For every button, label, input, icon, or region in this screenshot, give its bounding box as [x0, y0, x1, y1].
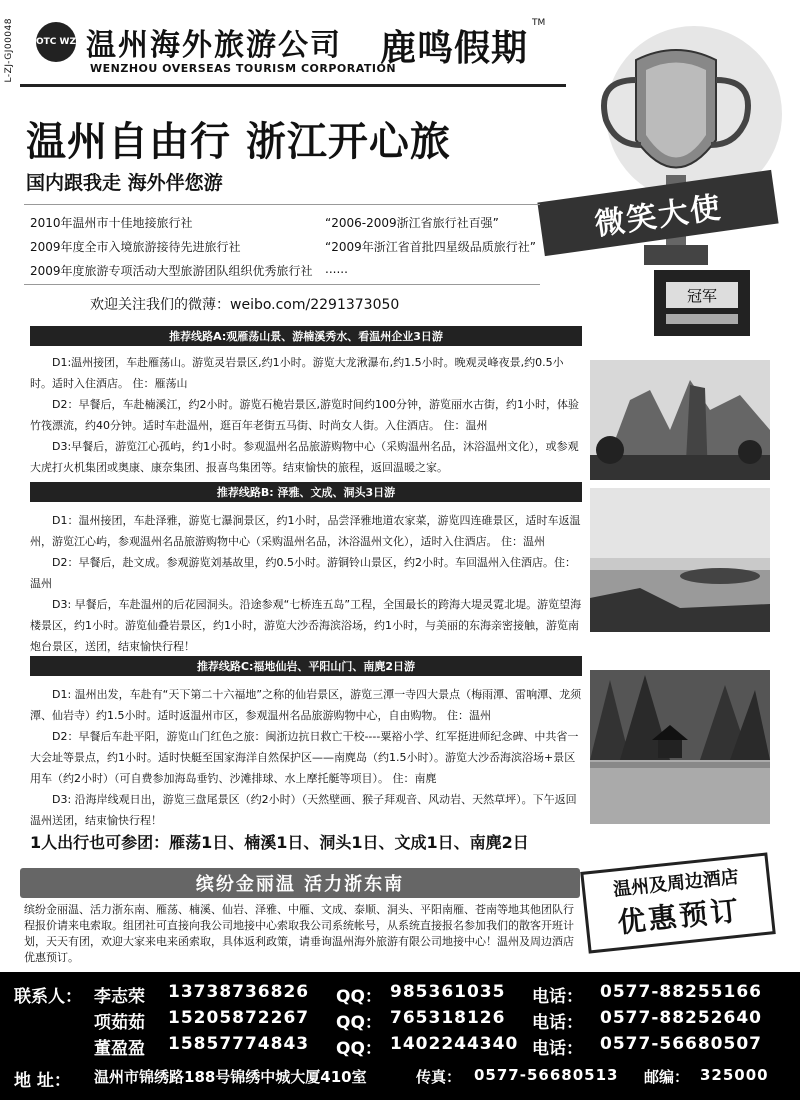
route-day: D2：早餐后，赴文成。参观游览刘基故里，约0.5小时。游铜铃山景区，约2小时。车回温州入住酒店。住：温州	[30, 556, 576, 590]
route-day: D1: 温州出发，车赴有“天下第二十六福地”之称的仙岩景区，游览三潭一寺四大景点（梅雨潭、雷响潭、龙须潭、仙岩寺）约1.5小时。适时返温州市区，参观温州名品旅游购物中心，自由购物。 住：温州	[30, 688, 582, 722]
honor-item: 2009年度全市入境旅游接待先进旅行社	[30, 240, 241, 254]
company-logo: OTC WZ	[36, 22, 76, 62]
weibo-link[interactable]: 欢迎关注我们的微薄：weibo.com/2291373050	[90, 297, 400, 313]
route-b-itinerary	[30, 510, 582, 657]
divider	[24, 204, 540, 205]
route-day: D3: 沿海岸线观日出，游览三盘尾景区（约2小时）（天然壁画、猴子拜观音、风动岩、天然草坪）。下午返回温州送团，结束愉快行程！	[30, 793, 577, 827]
route-day: D2：早餐后，车赴楠溪江，约2小时。游览石桅岩景区,游览时间约100分钟，游览丽水古街，约1小时，体验竹筏漂流，约40分钟。适时车赴温州，逛百年老街五马街、时尚女人街。入住酒店。 住：温州	[30, 398, 579, 432]
contact-name: 李志荣	[94, 987, 145, 1007]
contact-mobile[interactable]: 15857774843	[168, 1034, 310, 1054]
brand-name: 鹿鸣假期	[380, 27, 529, 69]
trademark-mark: TM	[532, 18, 546, 28]
qq-label: QQ：	[336, 1039, 382, 1059]
route-day: D2：早餐后车赴平阳，游览山门红色之旅：闽浙边抗日救亡干校----粟裕小学、红军挺进师纪念碑、中共省一大会址等景点，约1小时。适时快艇至国家海洋自然保护区——南麂岛（约1.5小时）。游览大沙岙海滨浴场+景区用车（约2小时）（可自费参加海岛垂钓、沙滩排球、水上摩托艇等项目）。 住：南麂	[30, 730, 579, 785]
hotel-badge-line1: 温州及周边酒店	[612, 866, 740, 901]
contact-qq[interactable]: 765318126	[390, 1008, 506, 1028]
page-title: 温州自由行 浙江开心旅	[26, 119, 451, 165]
section-banner: 缤纷金丽温 活力浙东南	[20, 868, 580, 898]
license-code: L-ZJ-GJ00048	[4, 18, 14, 83]
contact-qq[interactable]: 1402244340	[390, 1034, 519, 1054]
qq-label: QQ：	[336, 987, 382, 1007]
honor-item: ......	[325, 262, 348, 276]
smile-ambassador-badge: 微笑大使	[537, 170, 778, 256]
route-c-title: 推荐线路C:福地仙岩、平阳山门、南麂2日游	[30, 656, 582, 676]
route-day: D3:早餐后，游览江心孤屿，约1小时。参观温州名品旅游购物中心（采购温州名品，沐浴温州文化），或参观大虎打火机集团或奥康、康奈集团、报喜鸟集团等。结束愉快的旅程，返回温暖之家。	[30, 440, 579, 474]
fax-label: 传真：	[416, 1068, 462, 1086]
contact-footer	[0, 972, 800, 1100]
honor-item: 2010年温州市十佳地接旅行社	[30, 216, 193, 230]
mountain-photo	[590, 360, 770, 480]
contact-name: 董盈盈	[94, 1039, 145, 1059]
fax-number[interactable]: 0577-56680513	[474, 1066, 619, 1084]
address-label: 地 址：	[14, 1071, 71, 1091]
header-divider	[20, 84, 580, 87]
divider	[24, 284, 540, 285]
address-text: 温州市锦绣路188号锦绣中城大厦410室	[94, 1068, 367, 1086]
zip-label: 邮编：	[644, 1068, 690, 1086]
honor-item: “2006-2009浙江省旅行社百强”	[325, 216, 499, 230]
hotel-badge-line2: 优惠预订	[616, 893, 743, 940]
route-a-itinerary	[30, 352, 582, 478]
route-b-title: 推荐线路B: 泽雅、文成、洞头3日游	[30, 482, 582, 502]
zip-code: 325000	[700, 1066, 769, 1084]
route-a-title: 推荐线路A:观雁荡山景、游楠溪秀水、看温州企业3日游	[30, 326, 582, 346]
route-day: D3: 早餐后，车赴温州的后花园洞头。沿途参观“七桥连五岛”工程，全国最长的跨海大堤灵霓北堤。游览望海楼景区，约1小时。游览仙叠岩景区，约1小时，游览大沙岙海滨浴场，约1小时，与美丽的东海亲密接触，游览南炮台景区，送团，结束愉快行程！	[30, 598, 582, 653]
company-name-en: WENZHOU OVERSEAS TOURISM CORPORATION	[90, 62, 397, 75]
contact-mobile[interactable]: 15205872267	[168, 1008, 310, 1028]
hotel-booking-badge	[580, 852, 776, 953]
honor-item: “2009年浙江省首批四星级品质旅行社”	[325, 240, 536, 254]
contact-name: 项茹茹	[94, 1013, 145, 1033]
contact-mobile[interactable]: 13738736826	[168, 982, 310, 1002]
intro-paragraph: 缤纷金丽温、活力浙东南、雁荡、楠溪、仙岩、泽雅、中雁、文成、泰顺、洞头、平阳南雁、苍南等地其他团队行程报价请来电索取。组团社可直接向我公司地接中心索取我公司系统帐号，从系统直接报名参加我们的散客开班计划，天天有团，欢迎大家来电来函索取，具体返利政策，请垂询温州海外旅游有限公司地接中心！温州及周边酒店优惠预订。	[24, 903, 574, 964]
route-c-itinerary	[30, 684, 582, 831]
contact-qq[interactable]: 985361035	[390, 982, 506, 1002]
honor-item: 2009年度旅游专项活动大型旅游团队组织优秀旅行社	[30, 264, 313, 278]
route-day: D1：温州接团，车赴泽雅，游览七瀑涧景区，约1小时，品尝泽雅地道农家菜，游览四连碓景区，适时车返温州，游览江心屿，参观温州名品旅游购物中心（采购温州名品，沐浴温州文化），适时入住酒店。 住：温州	[30, 514, 581, 548]
page-subtitle: 国内跟我走 海外伴您游	[26, 172, 223, 194]
phone-label: 电话：	[532, 1039, 583, 1059]
solo-traveler-notice: 1人出行也可参团：雁荡1日、楠溪1日、洞头1日、文成1日、南麂2日	[30, 833, 529, 852]
contact-phone[interactable]: 0577-88255166	[600, 982, 762, 1002]
route-day: D1:温州接团，车赴雁荡山。游览灵岩景区,约1小时。游览大龙湫瀑布,约1.5小时。晚观灵峰夜景,约0.5小时。适时入住酒店。 住：雁荡山	[30, 356, 564, 390]
company-name-cn: 温州海外旅游公司	[86, 28, 342, 63]
contact-phone[interactable]: 0577-56680507	[600, 1034, 762, 1054]
phone-label: 电话：	[532, 987, 583, 1007]
lake-pavilion-photo	[590, 670, 770, 824]
contact-label: 联系人：	[14, 987, 82, 1007]
qq-label: QQ：	[336, 1013, 382, 1033]
contact-phone[interactable]: 0577-88252640	[600, 1008, 762, 1028]
trophy-plate-text: 冠军	[686, 287, 718, 305]
seaside-photo	[590, 488, 770, 632]
phone-label: 电话：	[532, 1013, 583, 1033]
